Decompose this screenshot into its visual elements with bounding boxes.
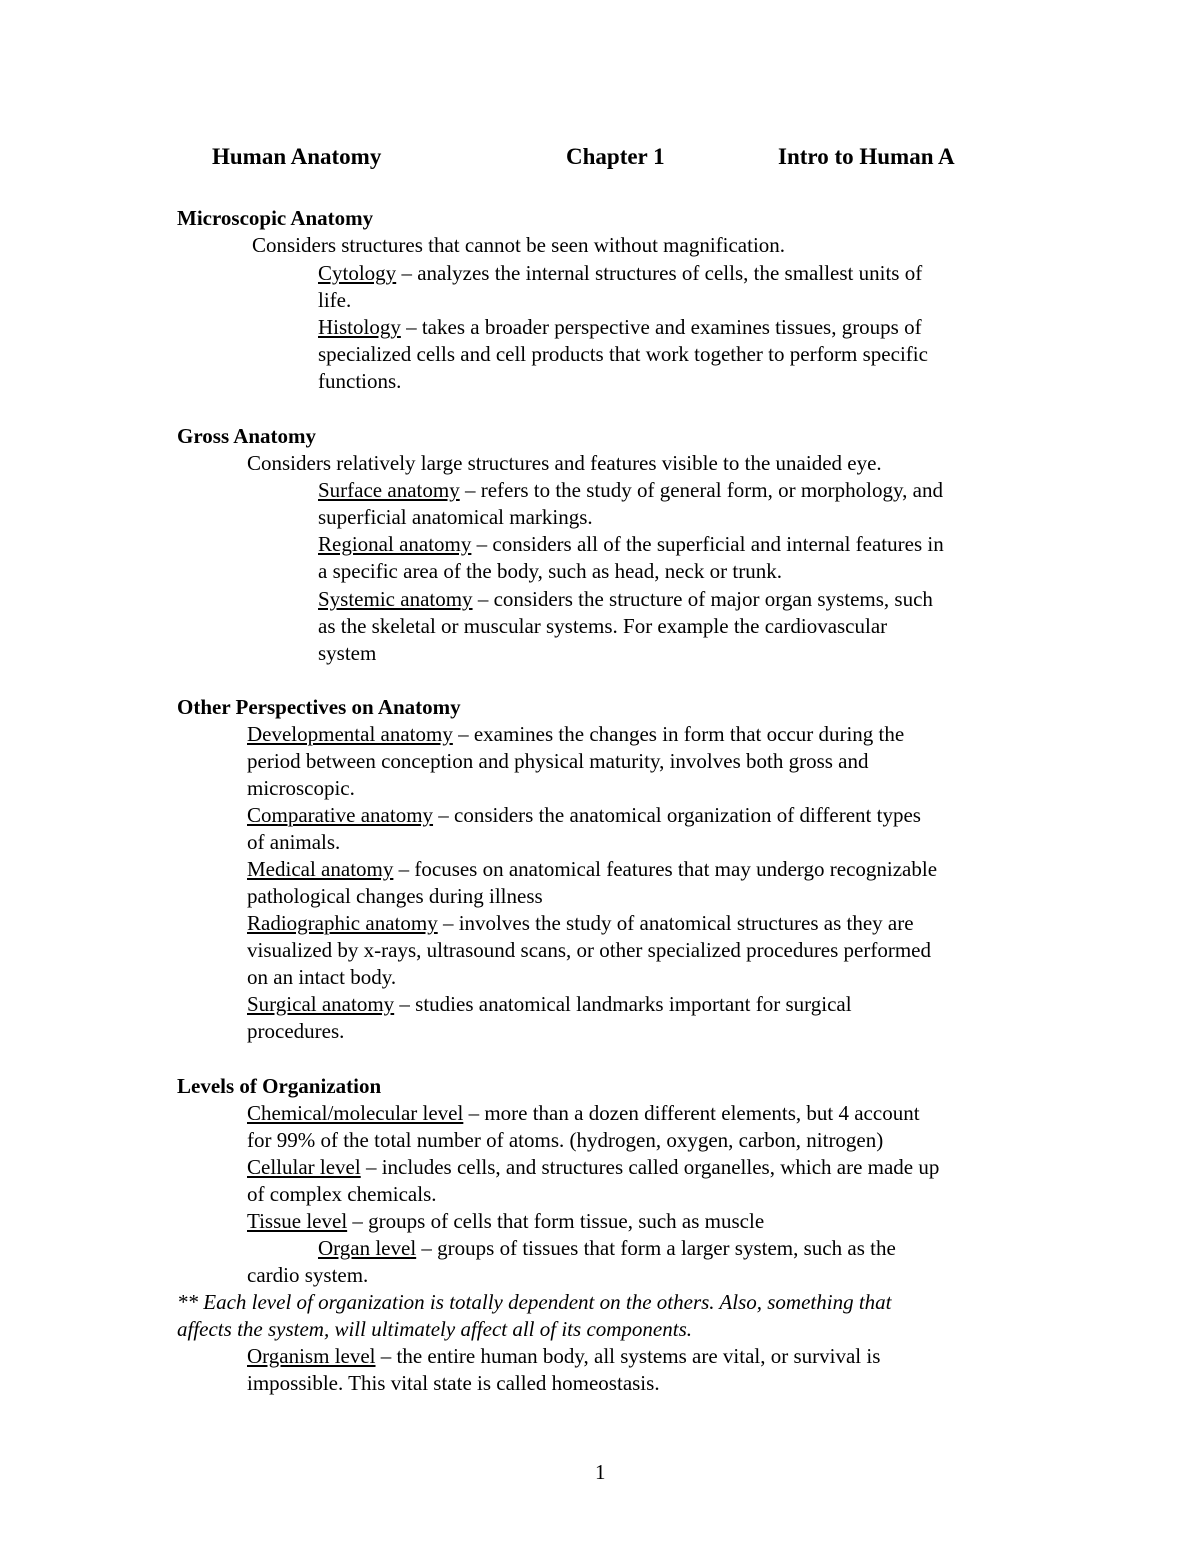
radiographic-term: Radiographic anatomy [247, 911, 438, 935]
section-heading-other: Other Perspectives on Anatomy [177, 695, 461, 719]
comparative-definition: – considers the anatomical organization of different types [433, 803, 921, 827]
surgical-definition: – studies anatomical landmarks important for surgical [394, 992, 852, 1016]
medical-line-1 [247, 857, 937, 882]
developmental-line-1 [247, 722, 904, 747]
cellular-term: Cellular level [247, 1155, 361, 1179]
course-title: Human Anatomy [212, 144, 382, 169]
systemic-line-1 [318, 587, 933, 612]
radiographic-line-2: visualized by x-rays, ultrasound scans, or other specialized procedures performed [247, 938, 932, 962]
organ-definition: – groups of tissues that form a larger system, such as the [416, 1236, 896, 1260]
page-number: 1 [595, 1460, 606, 1484]
developmental-line-3: microscopic. [247, 776, 355, 800]
histology-line-1 [318, 315, 922, 340]
systemic-line-2: as the skeletal or muscular systems. For example the cardiovascular [318, 614, 888, 638]
dependency-note-line-1: ** Each level of organization is totally dependent on the others. Also, something that [177, 1290, 892, 1314]
cytology-definition: – analyzes the internal structures of cells, the smallest units of [396, 261, 923, 285]
regional-definition: – considers all of the superficial and internal features in [471, 532, 944, 556]
histology-definition: – takes a broader perspective and examines tissues, groups of [400, 315, 922, 339]
developmental-line-2: period between conception and physical maturity, involves both gross and [247, 749, 869, 773]
medical-term: Medical anatomy [247, 857, 394, 881]
developmental-definition: – examines the changes in form that occur during the [452, 722, 905, 746]
tissue-definition: – groups of cells that form tissue, such as muscle [347, 1209, 765, 1233]
surgical-line-1 [247, 992, 852, 1017]
organism-definition: – the entire human body, all systems are vital, or survival is [375, 1344, 881, 1368]
surgical-line-2: procedures. [247, 1019, 345, 1043]
medical-definition: – focuses on anatomical features that may undergo recognizable [393, 857, 938, 881]
radiographic-line-1 [247, 911, 914, 936]
cytology-line-1 [318, 261, 922, 286]
histology-term: Histology [318, 315, 401, 339]
organ-term: Organ level [318, 1236, 417, 1260]
chemical-line-1 [247, 1101, 920, 1126]
cytology-term: Cytology [318, 261, 397, 285]
histology-line-3: functions. [318, 369, 402, 393]
topic-title: Intro to Human A [778, 144, 955, 169]
surface-term: Surface anatomy [318, 478, 460, 502]
surface-line-1 [318, 478, 943, 503]
regional-line-1 [318, 532, 944, 557]
systemic-line-3: system [318, 641, 377, 665]
microscopic-intro: Considers structures that cannot be seen without magnification. [252, 233, 786, 257]
section-heading-levels: Levels of Organization [177, 1074, 382, 1098]
surface-line-2: superficial anatomical markings. [318, 505, 593, 529]
organ-line-1 [318, 1236, 896, 1261]
cytology-line-2: life. [318, 288, 352, 312]
chapter-title: Chapter 1 [566, 144, 665, 169]
tissue-term: Tissue level [247, 1209, 348, 1233]
radiographic-definition: – involves the study of anatomical structures as they are [437, 911, 914, 935]
cellular-line-2: of complex chemicals. [247, 1182, 437, 1206]
chemical-definition: – more than a dozen different elements, but 4 account [463, 1101, 920, 1125]
section-heading-microscopic: Microscopic Anatomy [177, 206, 374, 230]
organism-term: Organism level [247, 1344, 376, 1368]
chemical-term: Chemical/molecular level [247, 1101, 464, 1125]
surgical-term: Surgical anatomy [247, 992, 395, 1016]
cellular-definition: – includes cells, and structures called organelles, which are made up [360, 1155, 940, 1179]
tissue-line-1 [247, 1209, 764, 1234]
histology-line-2: specialized cells and cell products that work together to perform specific [318, 342, 928, 366]
organ-line-2: cardio system. [247, 1263, 369, 1287]
regional-term: Regional anatomy [318, 532, 472, 556]
gross-intro: Considers relatively large structures and features visible to the unaided eye. [247, 451, 882, 475]
radiographic-line-3: on an intact body. [247, 965, 397, 989]
regional-line-2: a specific area of the body, such as head, neck or trunk. [318, 559, 782, 583]
systemic-term: Systemic anatomy [318, 587, 473, 611]
comparative-term: Comparative anatomy [247, 803, 434, 827]
surface-definition: – refers to the study of general form, or morphology, and [459, 478, 943, 502]
organism-line-2: impossible. This vital state is called homeostasis. [247, 1371, 660, 1395]
chemical-line-2: for 99% of the total number of atoms. (hydrogen, oxygen, carbon, nitrogen) [247, 1128, 884, 1152]
section-heading-gross: Gross Anatomy [177, 424, 317, 448]
comparative-line-1 [247, 803, 921, 828]
systemic-definition: – considers the structure of major organ systems, such [472, 587, 933, 611]
cellular-line-1 [247, 1155, 939, 1180]
developmental-term: Developmental anatomy [247, 722, 453, 746]
medical-line-2: pathological changes during illness [247, 884, 543, 908]
organism-line-1 [247, 1344, 880, 1369]
dependency-note-line-2: affects the system, will ultimately affect all of its components. [177, 1317, 693, 1341]
comparative-line-2: of animals. [247, 830, 341, 854]
